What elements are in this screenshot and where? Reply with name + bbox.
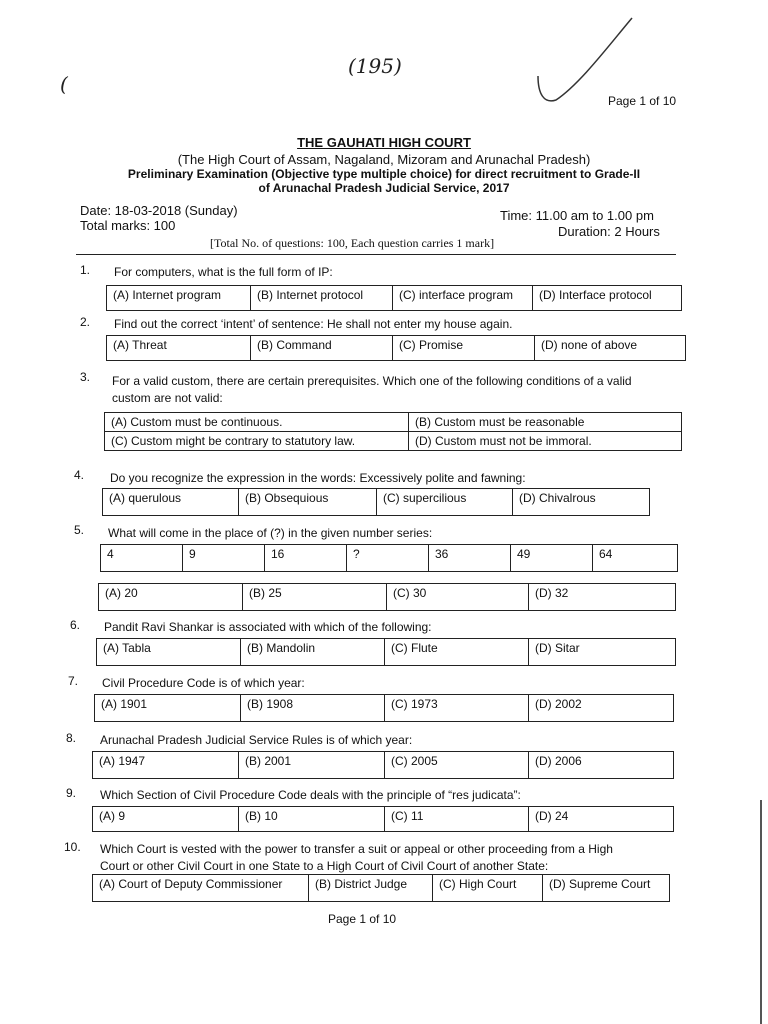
question-number: 10. [64, 840, 81, 854]
option-a[interactable]: (A) Threat [107, 336, 251, 360]
question-number: 2. [80, 315, 91, 329]
options-grid-row [105, 432, 681, 450]
question-text-cont: Court or other Civil Court in one State to a High Court of Civil Court of another State: [100, 859, 549, 873]
question-number: 8. [66, 731, 77, 745]
question-text: For computers, what is the full form of IP: [114, 265, 333, 279]
exam-date: Date: 18-03-2018 (Sunday) [80, 203, 238, 218]
page-label-top: Page 1 of 10 [608, 94, 677, 108]
option-c[interactable]: (C) Flute [385, 639, 529, 665]
option-a[interactable]: (A) Tabla [97, 639, 241, 665]
page-label-bottom: Page 1 of 10 [328, 912, 397, 926]
option-a[interactable]: (A) 1901 [95, 695, 241, 721]
option-c[interactable]: (C) Promise [393, 336, 535, 360]
question-text: Find out the correct ‘intent’ of sentence: He shall not enter my house again. [114, 317, 513, 331]
option-d[interactable]: (D) Custom must not be immoral. [415, 434, 592, 448]
series-item: 16 [265, 545, 347, 571]
series-item: 36 [429, 545, 511, 571]
option-c[interactable]: (C) 1973 [385, 695, 529, 721]
option-d[interactable]: (D) 2006 [535, 754, 582, 768]
option-b[interactable]: (B) 2001 [239, 752, 385, 778]
option-d[interactable]: (D) Supreme Court [549, 877, 651, 891]
option-b[interactable]: (B) Mandolin [241, 639, 385, 665]
option-c[interactable]: (C) 11 [385, 807, 529, 831]
question-text: Pandit Ravi Shankar is associated with which of the following: [104, 620, 432, 634]
options-grid [104, 412, 682, 451]
question-text: Civil Procedure Code is of which year: [102, 676, 305, 690]
options-row [92, 806, 674, 832]
question-text: What will come in the place of (?) in the given number series: [108, 526, 433, 540]
question-text-cont: custom are not valid: [112, 391, 223, 405]
option-c[interactable]: (C) interface program [393, 286, 533, 310]
question-text: Which Court is vested with the power to transfer a suit or appeal or other proceeding from a High [100, 842, 613, 856]
option-a[interactable]: (A) Custom must be continuous. [105, 413, 409, 431]
option-a[interactable]: (A) 9 [93, 807, 239, 831]
option-c[interactable]: (C) Custom might be contrary to statutory law. [105, 432, 409, 450]
option-b[interactable]: (B) 1908 [241, 695, 385, 721]
question-text: For a valid custom, there are certain prerequisites. Which one of the following conditions of a valid [112, 374, 632, 388]
option-d[interactable]: (D) Chivalrous [519, 491, 596, 505]
option-a[interactable]: (A) 20 [99, 584, 243, 610]
court-subtitle: (The High Court of Assam, Nagaland, Mizoram and Arunachal Pradesh) [177, 152, 591, 167]
option-d[interactable]: (D) 32 [535, 586, 569, 600]
options-row [96, 638, 676, 666]
option-c[interactable]: (C) 2005 [385, 752, 529, 778]
total-marks: Total marks: 100 [80, 218, 176, 233]
question-text: Arunachal Pradesh Judicial Service Rules is of which year: [100, 733, 413, 747]
option-b[interactable]: (B) 10 [239, 807, 385, 831]
options-row [94, 694, 674, 722]
option-c[interactable]: (C) 30 [387, 584, 529, 610]
options-row [92, 751, 674, 779]
question-number: 4. [74, 468, 85, 482]
option-b[interactable]: (B) 25 [243, 584, 387, 610]
exam-duration: Duration: 2 Hours [558, 224, 660, 239]
question-number: 3. [80, 370, 91, 384]
question-number: 1. [80, 263, 91, 277]
option-a[interactable]: (A) Court of Deputy Commissioner [93, 875, 309, 901]
option-a[interactable]: (A) 1947 [93, 752, 239, 778]
option-c[interactable]: (C) supercilious [377, 489, 513, 515]
header-divider [76, 254, 676, 255]
number-series-row [100, 544, 678, 572]
court-title: THE GAUHATI HIGH COURT [297, 135, 471, 150]
question-note: [Total No. of questions: 100, Each question carries 1 mark] [210, 236, 495, 250]
options-row [106, 335, 686, 361]
option-d[interactable]: (D) none of above [541, 338, 638, 352]
option-d[interactable]: (D) 2002 [535, 697, 582, 711]
options-row [98, 583, 676, 611]
scan-edge-line [760, 800, 762, 1024]
handwritten-mark: ( [60, 72, 68, 96]
checkmark-icon [530, 14, 640, 106]
series-item: 64 [599, 547, 613, 561]
exam-title-line2: of Arunachal Pradesh Judicial Service, 2017 [258, 181, 510, 195]
option-b[interactable]: (B) Internet protocol [251, 286, 393, 310]
series-item: ? [347, 545, 429, 571]
question-number: 9. [66, 786, 77, 800]
exam-time: Time: 11.00 am to 1.00 pm [500, 208, 654, 223]
question-text: Which Section of Civil Procedure Code deals with the principle of “res judicata”: [100, 788, 521, 802]
option-a[interactable]: (A) Internet program [107, 286, 251, 310]
handwritten-number: (195) [348, 54, 402, 78]
options-grid-row [105, 413, 681, 432]
series-item: 49 [511, 545, 593, 571]
option-b[interactable]: (B) Command [251, 336, 393, 360]
series-item: 4 [101, 545, 183, 571]
exam-title-line1: Preliminary Examination (Objective type multiple choice) for direct recruitment to Grade-II [127, 167, 641, 181]
question-number: 5. [74, 523, 85, 537]
question-number: 7. [68, 674, 79, 688]
option-b[interactable]: (B) District Judge [309, 875, 433, 901]
option-d[interactable]: (D) Interface protocol [539, 288, 652, 302]
options-row [102, 488, 650, 516]
series-item: 9 [183, 545, 265, 571]
options-row [106, 285, 682, 311]
option-a[interactable]: (A) querulous [103, 489, 239, 515]
option-d[interactable]: (D) 24 [535, 809, 569, 823]
options-row [92, 874, 670, 902]
option-d[interactable]: (D) Sitar [535, 641, 580, 655]
option-b[interactable]: (B) Obsequious [239, 489, 377, 515]
question-number: 6. [70, 618, 81, 632]
option-b[interactable]: (B) Custom must be reasonable [415, 415, 585, 429]
option-c[interactable]: (C) High Court [433, 875, 543, 901]
question-text: Do you recognize the expression in the words: Excessively polite and fawning: [110, 471, 526, 485]
